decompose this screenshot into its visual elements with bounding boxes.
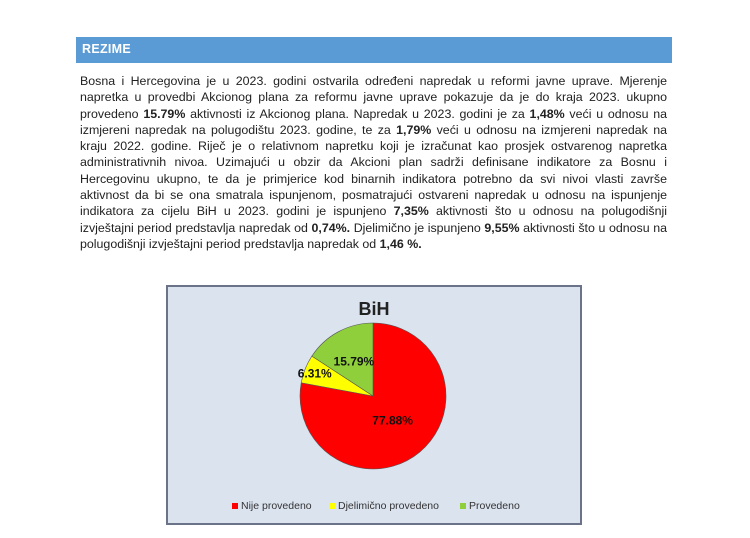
legend-swatch [460, 503, 466, 509]
legend-label: Nije provedeno [241, 500, 312, 512]
legend-label: Djelimično provedeno [338, 500, 439, 512]
section-header [76, 37, 672, 63]
pie-chart [168, 287, 580, 523]
highlight-value: 0,74%. [311, 220, 351, 235]
highlight-value: 7,35% [393, 204, 429, 219]
paragraph-text: veći u odnosu na izmjereni napredak na polugodištu 2023. godine, te za [80, 106, 667, 137]
data-label: 6.31% [297, 366, 332, 381]
paragraph-text: aktivnosti što u odnosu na polugodišnji izvještajni period predstavlja napredak od [80, 204, 668, 235]
legend-swatch [329, 503, 335, 509]
paragraph-text: aktivnosti iz Akcionog plana. Napredak u 2023. godini je za [185, 106, 530, 121]
paragraph-text: aktivnosti što u odnosu na polugodišnji izvještajni period predstavlja napredak od [80, 220, 667, 251]
highlight-value: 1,46 %. [379, 236, 422, 251]
highlight-value: 1,48% [529, 106, 565, 121]
pie-chart-frame [166, 285, 582, 525]
paragraph-text: veći u odnosu na izmjereni napredak na kraju 2022. godine. Riječ je o relativnom napretku koji je izračunat kao prosjek ostvarenog napretka administrativnih nivoa. Uzimajući u obzir da Akcioni plan sadrži definisane indikatore za Bosnu i Hercegovinu ukupno, te da je primjerice kod binarnih indikatora potrebno da svi nivoi vlasti završe aktivnost da bi se ona smatrala ispunjenom, posmatrajući ostvareni napredak u odnosu na ispunjenje indikatora za cijelu BiH u 2023. godini je ispunjeno [80, 122, 667, 219]
chart-title: BiH [358, 299, 390, 319]
data-label: 77.88% [372, 413, 413, 428]
paragraph-text: Bosna i Hercegovina je u 2023. godini ostvarila određeni napredak u reformi javne uprave. Mjerenje napretka u provedbi Akcionog plana za reformu javne uprave pokazuje da je do kraja 2023. ukupno provedeno [80, 74, 667, 121]
data-label: 15.79% [333, 354, 375, 369]
legend-swatch [232, 503, 238, 509]
highlight-value: 1,79% [396, 122, 432, 137]
legend-label: Provedeno [469, 500, 520, 512]
summary-paragraph [80, 73, 667, 252]
highlight-value: 15.79% [143, 106, 186, 121]
section-title: REZIME [82, 42, 132, 56]
paragraph-text: Djelimično je ispunjeno [350, 220, 485, 235]
highlight-value: 9,55% [484, 220, 520, 235]
